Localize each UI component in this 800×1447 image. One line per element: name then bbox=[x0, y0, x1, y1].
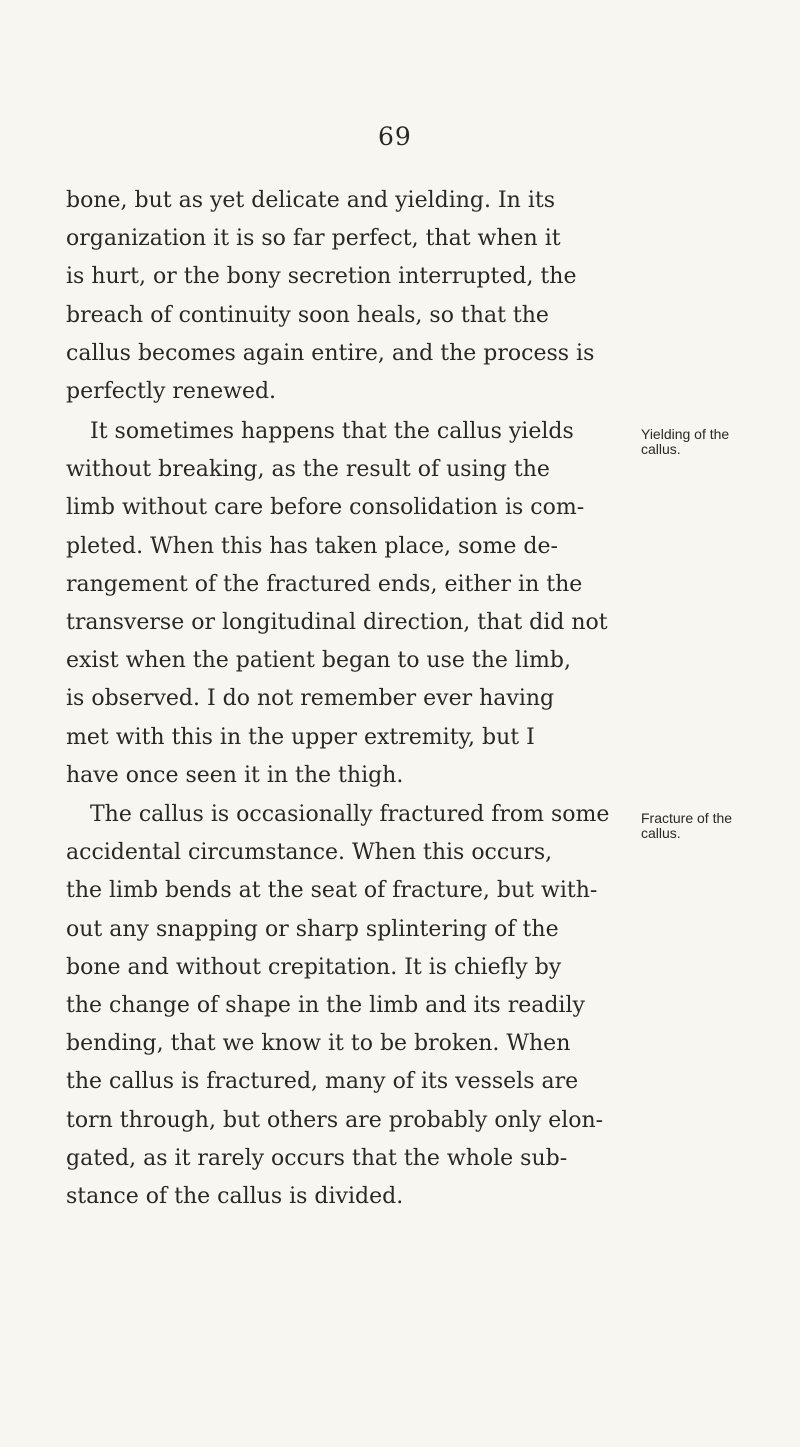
text-line: gated, as it rarely occurs that the whole sub- bbox=[66, 1145, 568, 1171]
text-line: have once seen it in the thigh. bbox=[66, 762, 404, 788]
margin-note-line: callus. bbox=[641, 441, 681, 457]
text-line: organization it is so far perfect, that when it bbox=[66, 226, 561, 252]
text-line: without breaking, as the result of using the bbox=[66, 457, 550, 483]
paragraph-1 bbox=[66, 182, 626, 411]
text-line: is observed. I do not remember ever having bbox=[66, 686, 555, 712]
paragraph-3 bbox=[66, 796, 626, 1216]
text-line: exist when the patient began to use the limb, bbox=[66, 648, 571, 674]
text-line: bending, that we know it to be broken. When bbox=[66, 1031, 571, 1057]
margin-note-line: Fracture of the bbox=[641, 810, 733, 826]
text-line: breach of continuity soon heals, so that the bbox=[66, 302, 549, 328]
margin-note-1 bbox=[641, 427, 729, 457]
text-line: rangement of the fractured ends, either in the bbox=[66, 571, 583, 597]
margin-note-2 bbox=[641, 811, 732, 841]
text-line: torn through, but others are probably only elon- bbox=[66, 1107, 604, 1133]
text-line: accidental circumstance. When this occurs, bbox=[66, 840, 553, 866]
text-line: The callus is occasionally fractured from some bbox=[90, 802, 610, 827]
text-line: stance of the callus is divided. bbox=[66, 1184, 404, 1210]
text-line: is hurt, or the bony secretion interrupted, the bbox=[66, 264, 577, 290]
text-line: bone, but as yet delicate and yielding. In its bbox=[66, 188, 555, 213]
text-line: transverse or longitudinal direction, that did not bbox=[66, 610, 608, 636]
text-line: callus becomes again entire, and the process is bbox=[66, 340, 595, 366]
text-line: bone and without crepitation. It is chiefly by bbox=[66, 954, 562, 980]
text-line: out any snapping or sharp splintering of the bbox=[66, 916, 559, 942]
text-line: the change of shape in the limb and its readily bbox=[66, 993, 585, 1019]
text-line: pleted. When this has taken place, some de- bbox=[66, 533, 558, 559]
text-line: met with this in the upper extremity, but I bbox=[66, 724, 535, 750]
text-line: the callus is fractured, many of its vessels are bbox=[66, 1069, 579, 1095]
text-line: perfectly renewed. bbox=[66, 379, 277, 405]
margin-note-line: Yielding of the bbox=[641, 426, 730, 442]
text-line: limb without care before consolidation is com- bbox=[66, 495, 585, 521]
page-number: 69 bbox=[378, 122, 412, 151]
text-line: It sometimes happens that the callus yields bbox=[90, 419, 574, 444]
paragraph-2 bbox=[66, 413, 626, 795]
text-line: the limb bends at the seat of fracture, but with- bbox=[66, 878, 598, 904]
margin-note-line: callus. bbox=[641, 825, 681, 841]
